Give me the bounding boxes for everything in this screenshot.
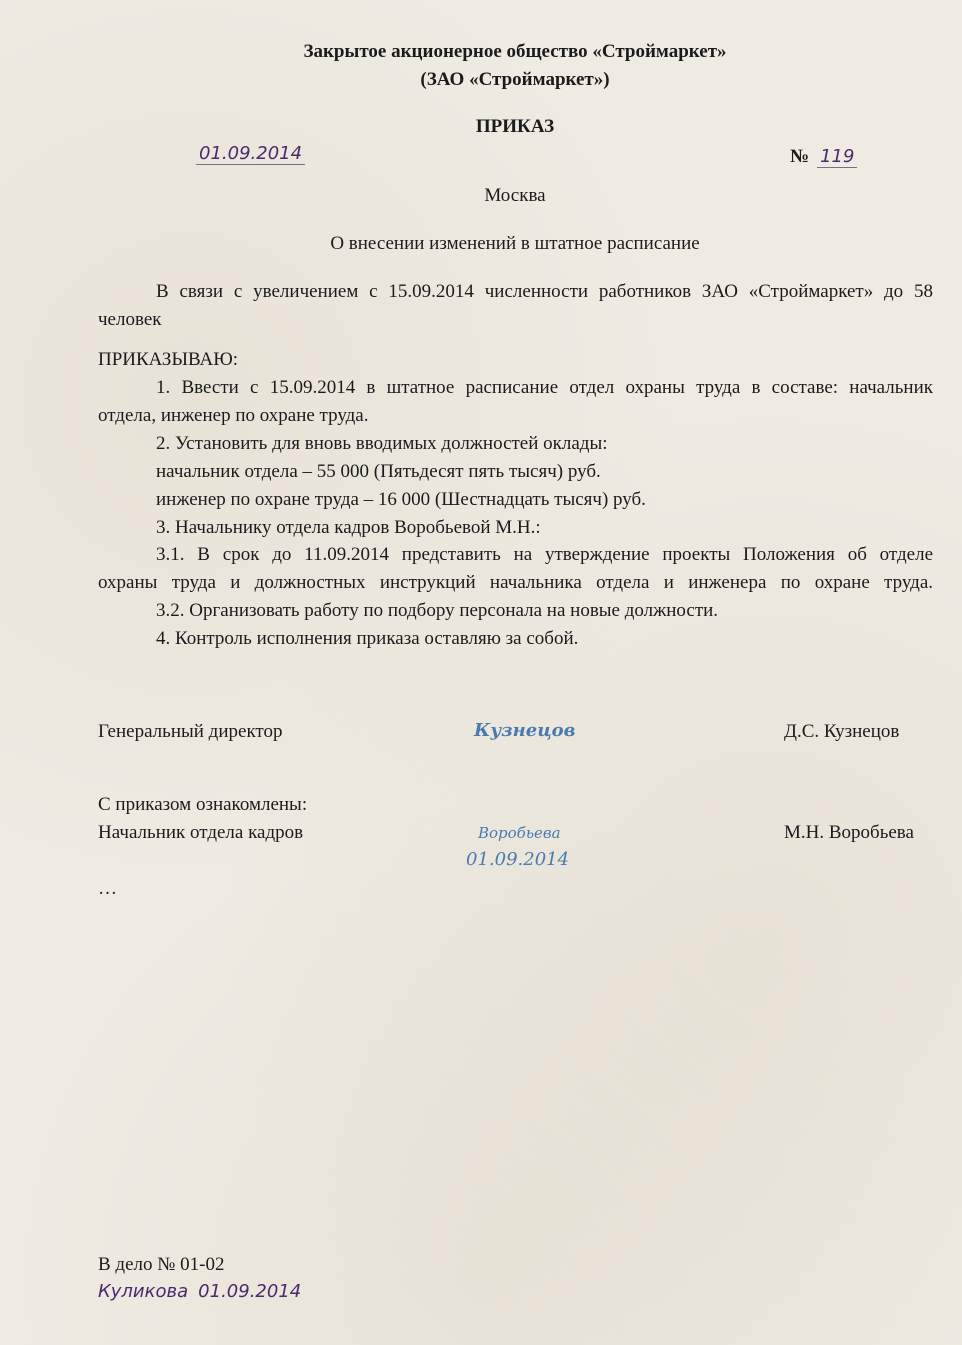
number-label: №	[790, 146, 810, 167]
item-2-salary-1: начальник отдела – 55 000 (Пятьдесят пять тысяч) руб.	[156, 461, 601, 482]
order-number-value: 119	[817, 146, 857, 168]
order-date	[196, 143, 305, 165]
clerk-date: 01.09.2014	[198, 1281, 302, 1302]
city: Москва	[484, 185, 546, 206]
item-2: 2. Установить для вновь вводимых должностей оклады:	[156, 433, 608, 454]
doc-type-title: ПРИКАЗ	[475, 116, 555, 137]
item-2-salary-2: инженер по охране труда – 16 000 (Шестнадцать тысяч) руб.	[156, 489, 646, 510]
order-number	[790, 143, 857, 171]
file-note: В дело № 01-02	[98, 1254, 225, 1275]
preamble-line-1: В связи с увеличением с 15.09.2014 численности работников ЗАО «Строймаркет» до 58	[156, 281, 933, 302]
item-3: 3. Начальнику отдела кадров Воробьевой М.Н.:	[156, 517, 541, 538]
order-word: ПРИКАЗЫВАЮ:	[98, 349, 239, 370]
item-3-2: 3.2. Организовать работу по подбору персонала на новые должности.	[156, 600, 719, 621]
clerk-name: Куликова	[98, 1281, 189, 1302]
acquainted-label: С приказом ознакомлены:	[98, 794, 308, 815]
org-short-name: (ЗАО «Строймаркет»)	[420, 69, 610, 90]
hr-sign-date: 01.09.2014	[466, 849, 570, 870]
ellipsis: …	[98, 878, 117, 899]
director-position: Генеральный директор	[98, 721, 283, 742]
item-1-line-1: 1. Ввести с 15.09.2014 в штатное расписание отдел охраны труда в составе: начальник	[156, 377, 933, 398]
item-1-line-2: отдела, инженер по охране труда.	[98, 405, 369, 426]
clerk-note	[98, 1281, 301, 1302]
org-full-name: Закрытое акционерное общество «Строймаркет»	[303, 41, 727, 62]
hr-signature: Воробьева	[478, 824, 561, 842]
preamble-line-2: человек	[98, 309, 162, 330]
hr-name: М.Н. Воробьева	[784, 822, 914, 843]
order-date-value: 01.09.2014	[196, 143, 305, 165]
director-signature: Кузнецов	[474, 720, 576, 741]
hr-position: Начальник отдела кадров	[98, 822, 304, 843]
order-subject: О внесении изменений в штатное расписание	[330, 233, 700, 254]
item-3-1-line-1: 3.1. В срок до 11.09.2014 представить на утверждение проекты Положения об отделе	[156, 544, 933, 565]
director-name: Д.С. Кузнецов	[784, 721, 900, 742]
item-3-1-line-2: охраны труда и должностных инструкций начальника отдела и инженера по охране труда.	[98, 572, 933, 593]
item-4: 4. Контроль исполнения приказа оставляю за собой.	[156, 628, 579, 649]
